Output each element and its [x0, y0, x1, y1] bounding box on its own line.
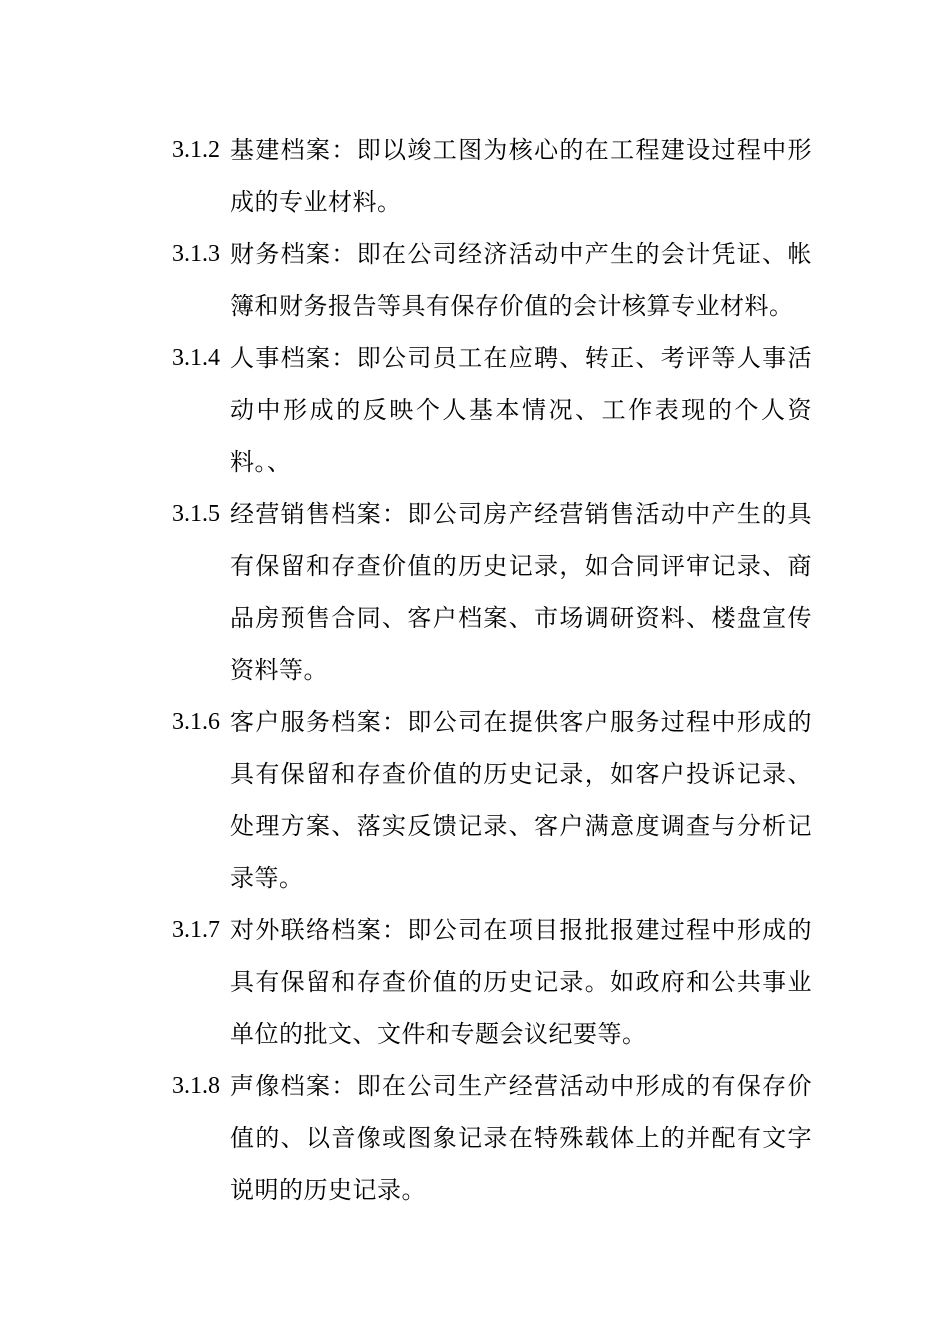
list-item [172, 1060, 812, 1216]
item-text: 对外联络档案：即公司在项目报批报建过程中形成的具有保留和存查价值的历史记录。如政府和公共事业单位的批文、文件和专题会议纪要等。 [230, 916, 812, 1048]
list-item [172, 904, 812, 1060]
item-text: 基建档案：即以竣工图为核心的在工程建设过程中形成的专业材料。 [230, 136, 812, 216]
item-number: 3.1.8 [172, 1073, 220, 1099]
item-text: 财务档案：即在公司经济活动中产生的会计凭证、帐簿和财务报告等具有保存价值的会计核算专业材料。 [230, 240, 812, 320]
item-number: 3.1.4 [172, 345, 220, 371]
list-item [172, 228, 812, 332]
item-text: 人事档案：即公司员工在应聘、转正、考评等人事活动中形成的反映个人基本情况、工作表现的个人资料。、 [230, 344, 812, 476]
item-text: 经营销售档案：即公司房产经营销售活动中产生的具有保留和存查价值的历史记录，如合同评审记录、商品房预售合同、客户档案、市场调研资料、楼盘宣传资料等。 [230, 500, 812, 684]
list-item [172, 488, 812, 696]
list-item [172, 332, 812, 488]
item-number: 3.1.2 [172, 137, 220, 163]
list-item [172, 124, 812, 228]
item-text: 客户服务档案：即公司在提供客户服务过程中形成的具有保留和存查价值的历史记录，如客户投诉记录、处理方案、落实反馈记录、客户满意度调查与分析记录等。 [230, 708, 812, 892]
item-text: 声像档案：即在公司生产经营活动中形成的有保存价值的、以音像或图象记录在特殊载体上的并配有文字说明的历史记录。 [230, 1072, 812, 1204]
item-number: 3.1.5 [172, 501, 220, 527]
item-number: 3.1.6 [172, 709, 220, 735]
document-body [172, 124, 812, 1216]
item-number: 3.1.7 [172, 917, 220, 943]
item-number: 3.1.3 [172, 241, 220, 267]
list-item [172, 696, 812, 904]
